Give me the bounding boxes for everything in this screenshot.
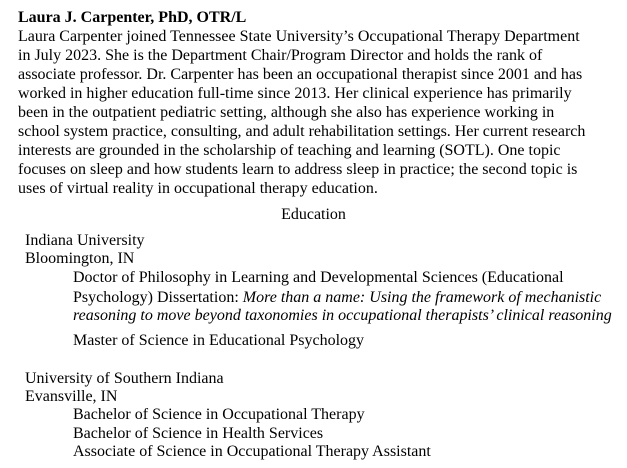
bio-line: Laura Carpenter joined Tennessee State University’s Occupational Therapy Department: [18, 28, 580, 45]
institution-name: University of Southern Indiana: [25, 370, 224, 387]
degree-item: Bachelor of Science in Occupational Therapy: [73, 406, 365, 423]
degree-phd-line1: Doctor of Philosophy in Learning and Developmental Sciences (Educational: [73, 269, 564, 286]
bio-line: associate professor. Dr. Carpenter has been an occupational therapist since 2001 and has: [18, 66, 583, 83]
degree-item: Bachelor of Science in Health Services: [73, 425, 324, 442]
bio-paragraph: [18, 27, 623, 198]
bio-line: focuses on sleep and how students learn to address sleep in practice; the second topic is: [18, 161, 578, 178]
degree-masters: Master of Science in Educational Psychology: [73, 332, 365, 349]
bio-line: uses of virtual reality in occupational therapy education.: [18, 180, 378, 197]
degree-phd-line2: [73, 288, 601, 307]
dissertation-label: Psychology) Dissertation:: [73, 289, 243, 306]
bio-line: been in the outpatient pediatric setting, although she also has experience working in: [18, 104, 555, 121]
education-heading: Education: [281, 206, 346, 223]
institution-name: Indiana University: [25, 232, 145, 249]
degree-item: Associate of Science in Occupational Therapy Assistant: [73, 443, 431, 460]
institution-location: Evansville, IN: [25, 388, 118, 405]
dissertation-title-cont: reasoning to move beyond taxonomies in occupational therapists’ clinical reasoning: [73, 307, 612, 324]
institution-location: Bloomington, IN: [25, 250, 135, 267]
faculty-bio: [18, 8, 623, 198]
bio-line: interests are grounded in the scholarship of teaching and learning (SOTL). One topic: [18, 142, 561, 159]
bio-line: school system practice, consulting, and adult rehabilitation settings. Her current research: [18, 123, 586, 140]
faculty-name: Laura J. Carpenter, PhD, OTR/L: [18, 9, 247, 26]
dissertation-title: More than a name: Using the framework of mechanistic: [242, 289, 602, 306]
bio-line: in July 2023. She is the Department Chair/Program Director and holds the rank of: [18, 47, 543, 64]
bio-line: worked in higher education full-time since 2013. Her clinical experience has primarily: [18, 85, 572, 102]
